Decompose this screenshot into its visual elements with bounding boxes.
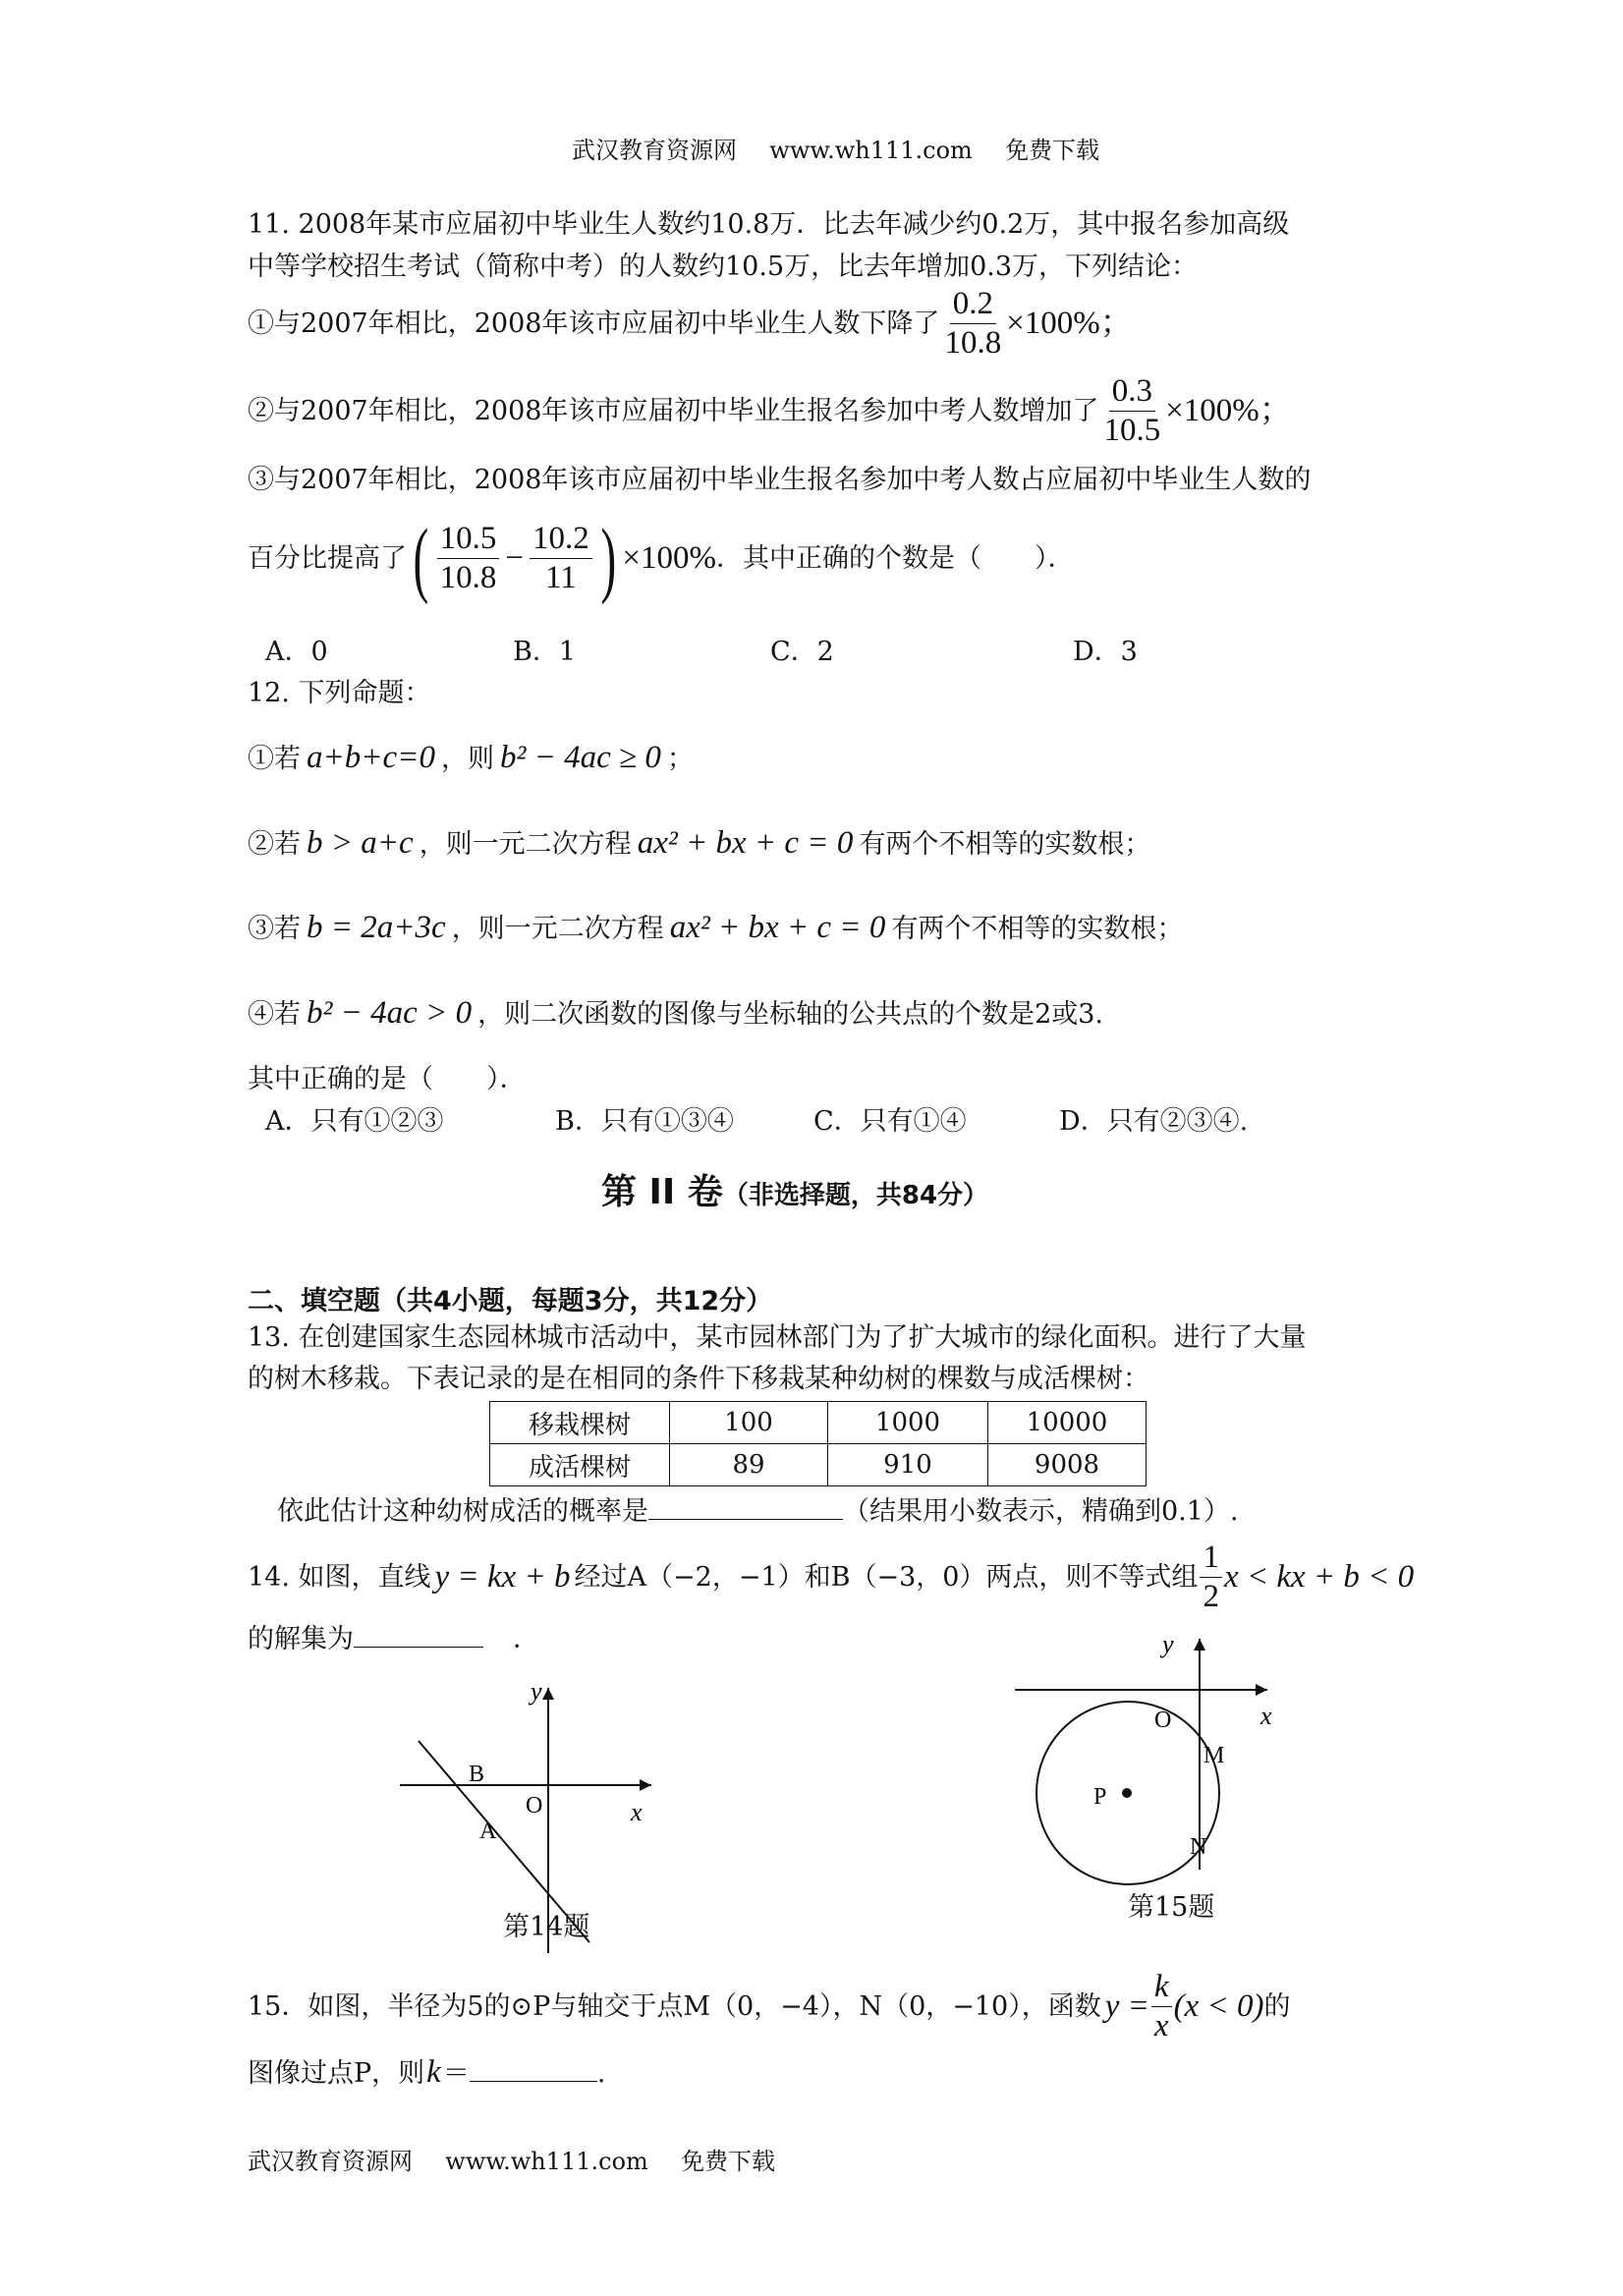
q12-p4-tail: ，则二次函数的图像与坐标轴的公共点的个数是2或3.	[477, 999, 1104, 1030]
q12-p1-conclusion: b² − 4ac ≥ 0	[499, 740, 661, 775]
q11-line1: 11. 2008年某市应届初中毕业生人数约10.8万．比去年减少约0.2万，其中报名参加高级	[248, 209, 1290, 240]
q14-text-2: 经过A（−2，−1）和B（−3，0）两点，则不等式组	[574, 1561, 1199, 1593]
q11-s3-lparen: (	[413, 511, 429, 605]
q11-s1-fraction	[941, 287, 1004, 360]
q12-option-a: A．只有①②③	[265, 1106, 444, 1137]
q14-text-4: ．	[513, 1624, 539, 1654]
q11-statement-3	[248, 511, 1075, 605]
fig14-caption: 第14题	[503, 1912, 590, 1942]
q15-text-3: 图像过点P，则	[248, 2058, 425, 2089]
q12-p3-mid: ，则一元二次方程	[451, 914, 664, 944]
q15-line2	[248, 2056, 605, 2089]
fig15-origin-label: O	[1154, 1708, 1172, 1733]
fig15-point-m-label: M	[1203, 1743, 1225, 1768]
q15-answer-blank	[470, 2081, 597, 2082]
q11-s1-tail: ×100%；	[1006, 305, 1133, 341]
q12-p3-equation: ax² + bx + c = 0	[669, 910, 886, 945]
q15-text-2: 的	[1263, 1990, 1291, 2022]
volume-title	[601, 1164, 988, 1214]
q15-fraction	[1151, 1970, 1172, 2043]
q14-frac-num: 1	[1200, 1540, 1222, 1578]
q13-line1: 13. 在创建国家生态园林城市活动中，某市园林部门为了扩大城市的绿化面积。进行了大量	[248, 1322, 1307, 1353]
q12-title: 12. 下列命题：	[248, 678, 431, 708]
q14-answer-blank	[354, 1647, 483, 1648]
q11-s2-den: 10.5	[1103, 412, 1161, 448]
fig14-point-b-label: B	[469, 1762, 485, 1787]
footer-tag: 免费下载	[681, 2148, 776, 2175]
fig14-x-label: x	[631, 1798, 643, 1826]
fig14-y-label: y	[531, 1677, 542, 1706]
q12-p1-mid: ，则	[440, 744, 494, 774]
footer-site: 武汉教育资源网	[248, 2148, 413, 2175]
q11-s3-num2: 10.2	[530, 522, 592, 559]
q12-p3-tail: 有两个不相等的实数根；	[891, 914, 1184, 944]
q11-s1-num: 0.2	[950, 287, 996, 324]
table-row	[490, 1444, 1147, 1486]
q14-text-3: 的解集为	[248, 1624, 354, 1654]
q11-s1-den: 10.8	[944, 324, 1002, 361]
q12-p2-equation: ax² + bx + c = 0	[637, 825, 854, 861]
q12-p4-condition: b² − 4ac > 0	[307, 995, 473, 1031]
q11-s3-question: ．其中正确的个数是（ ）．	[716, 542, 1075, 574]
q11-s3-den1: 10.8	[439, 559, 497, 595]
q14-fraction	[1200, 1540, 1222, 1613]
q11-s2-text: ②与2007年相比，2008年该市应届初中毕业生报名参加中考人数增加了	[248, 395, 1099, 426]
fig15-point-p-label: P	[1093, 1784, 1107, 1810]
q14-text-1: 14. 如图，直线	[248, 1561, 431, 1593]
footer-url: www.wh111.com	[445, 2148, 648, 2175]
q12-p2-tail: 有两个不相等的实数根；	[859, 829, 1151, 860]
q11-s3-rparen: )	[600, 511, 616, 605]
q12-p3-condition: b = 2a+3c	[307, 910, 446, 945]
q11-s3-fraction-1	[437, 522, 500, 594]
table-cell: 10000	[988, 1402, 1147, 1444]
q12-p2-mid: ，则一元二次方程	[419, 829, 632, 860]
q15-frac-num: k	[1151, 1970, 1172, 2007]
q11-s2-fraction	[1100, 374, 1163, 447]
q11-line2: 中等学校招生考试（简称中考）的人数约10.5万，比去年增加0.3万，下列结论：	[248, 252, 1199, 282]
page-header	[572, 131, 1099, 165]
q11-s2-tail: ×100%；	[1165, 392, 1292, 428]
q13-answer-line	[277, 1498, 1239, 1525]
fig14-point-a-label: A	[479, 1819, 497, 1844]
q11-s3-den2: 11	[545, 559, 577, 595]
q11-s3-fraction-2	[530, 522, 592, 594]
q12-proposition-4	[248, 997, 1103, 1030]
q15-frac-den: x	[1153, 2007, 1169, 2044]
q14-frac-den: 2	[1203, 1578, 1219, 1614]
volume-title-main: 第 II 卷	[601, 1172, 723, 1212]
table-cell: 成活棵树	[490, 1444, 670, 1486]
q11-statement-2	[248, 374, 1292, 447]
q15-line1	[248, 1970, 1290, 2043]
q11-s3-line1: ③与2007年相比，2008年该市应届初中毕业生报名参加中考人数占应届初中毕业生人数的	[248, 465, 1312, 495]
q14-line2	[248, 1626, 539, 1652]
q14-line-equation: y = kx + b	[434, 1558, 571, 1595]
q11-s3-minus: −	[505, 539, 525, 576]
q15-text-4: .	[596, 2058, 606, 2089]
q13-table	[489, 1401, 1147, 1486]
q11-option-c: C．2	[770, 637, 834, 667]
q12-option-d: D．只有②③④.	[1059, 1106, 1249, 1137]
q15-eq-domain: (x < 0)	[1173, 1988, 1264, 2024]
q14-line1	[248, 1540, 1414, 1613]
table-cell: 移栽棵树	[490, 1402, 670, 1444]
fig15-point-n-label: N	[1190, 1834, 1207, 1860]
volume-title-sub: （非选择题，共84分）	[722, 1181, 989, 1210]
header-tag: 免费下载	[1005, 137, 1100, 164]
fig15-center-point	[1122, 1788, 1132, 1798]
q13-answer-blank	[648, 1519, 843, 1520]
q11-s1-text: ①与2007年相比，2008年该市应届初中毕业生人数下降了	[248, 308, 940, 339]
section-2-title: 二、填空题（共4小题，每题3分，共12分）	[248, 1286, 773, 1316]
q12-proposition-1	[248, 742, 694, 774]
q12-proposition-2	[248, 827, 1150, 860]
q13-answer-tail: （结果用小数表示，精确到0.1）.	[843, 1496, 1239, 1527]
page-footer	[248, 2142, 775, 2176]
q15-eq-pre: y =	[1104, 1988, 1149, 2024]
table-cell: 89	[670, 1444, 828, 1486]
q11-s3-num1: 10.5	[437, 522, 500, 559]
q12-p1-condition: a+b+c=0	[307, 740, 435, 775]
header-site: 武汉教育资源网	[572, 137, 737, 164]
q12-question: 其中正确的是（ ）．	[248, 1064, 527, 1094]
table-cell: 910	[828, 1444, 988, 1486]
table-cell: 100	[670, 1402, 828, 1444]
q12-proposition-3	[248, 912, 1183, 944]
q12-p2-pre: ②若	[248, 829, 301, 860]
q12-p1-tail: ；	[666, 744, 694, 774]
q11-s3-tail: ×100%	[622, 539, 717, 576]
q11-option-d: D．3	[1073, 637, 1138, 667]
q11-s3-pre: 百分比提高了	[248, 542, 407, 574]
table-cell: 1000	[828, 1402, 988, 1444]
q15-k: k	[426, 2054, 441, 2090]
q15-eqsign: ＝	[442, 2058, 470, 2089]
fig15-caption: 第15题	[1128, 1892, 1215, 1923]
q12-option-b: B．只有①③④	[555, 1106, 734, 1137]
q13-answer-pre: 依此估计这种幼树成活的概率是	[277, 1496, 648, 1527]
q12-p2-condition: b > a+c	[307, 825, 414, 861]
q12-option-c: C．只有①④	[813, 1106, 967, 1137]
table-row	[490, 1402, 1147, 1444]
q12-p1-pre: ①若	[248, 744, 301, 774]
q11-statement-1	[248, 287, 1133, 360]
q14-inequality: x < kx + b < 0	[1223, 1558, 1415, 1595]
q12-p4-pre: ④若	[248, 999, 301, 1030]
q11-option-a: A．0	[265, 637, 328, 667]
table-cell: 9008	[988, 1444, 1147, 1486]
q12-p3-pre: ③若	[248, 914, 301, 944]
fig15-x-label: x	[1260, 1702, 1272, 1730]
fig15-y-label: y	[1162, 1630, 1174, 1658]
q15-text-1: 15．如图，半径为5的⊙P与轴交于点M（0，−4），N（0，−10），函数	[248, 1990, 1101, 2022]
figure-15	[1007, 1626, 1302, 1911]
header-url: www.wh111.com	[769, 137, 973, 164]
q13-line2: 的树木移栽。下表记录的是在相同的条件下移栽某种幼树的棵数与成活棵树：	[248, 1364, 1149, 1394]
q11-s2-num: 0.3	[1109, 374, 1155, 412]
fig14-origin-label: O	[526, 1793, 543, 1819]
q11-option-b: B．1	[513, 637, 577, 667]
